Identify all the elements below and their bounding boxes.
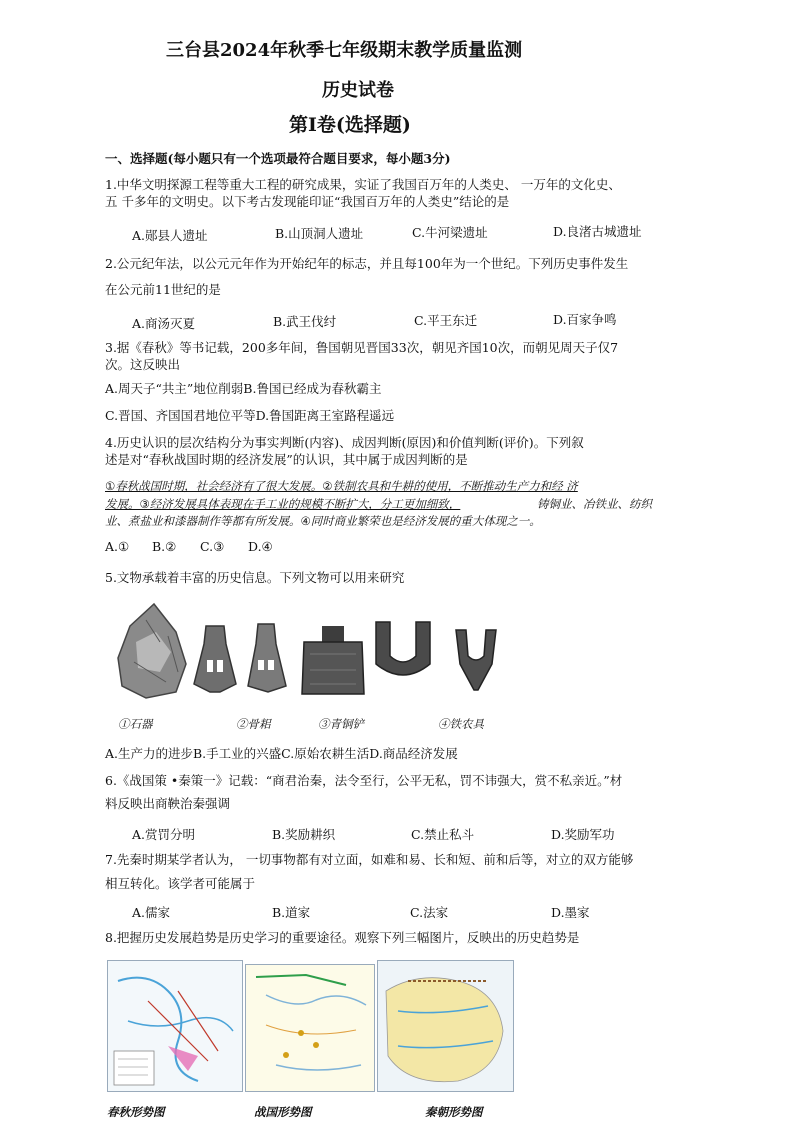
caption-qin-dynasty-map: 秦朝形势图 <box>425 1105 483 1119</box>
iron-tool-image <box>372 620 434 682</box>
bone-spade-image-2 <box>244 622 290 694</box>
q7-stem-line1: 7.先秦时期某学者认为， 一切事物都有对立面，如难和易、长和短、前和后等，对立的双方能够 <box>105 852 634 867</box>
exam-volume: 第Ⅰ卷(选择题) <box>289 114 411 136</box>
q4-option-d: D.④ <box>248 539 273 554</box>
section-heading: 一、选择题(每小题只有一个选项最符合题目要求，每小题3分) <box>105 151 451 166</box>
q6-option-b: B.奖励耕织 <box>272 827 336 842</box>
q2-option-c: C.平王东迁 <box>414 313 478 328</box>
q4-option-b: B.② <box>152 539 177 554</box>
q7-option-c: C.法家 <box>410 905 449 920</box>
exam-subject: 历史试卷 <box>322 80 394 101</box>
spring-autumn-map <box>107 960 243 1092</box>
caption-bronze-shovel: ③青铜铲 <box>318 717 364 731</box>
q2-stem-line2: 在公元前11世纪的是 <box>105 282 221 297</box>
q6-option-c: C.禁止私斗 <box>411 827 475 842</box>
q4-stem-line2: 述是对“春秋战国时期的经济发展”的认识，其中属于成因判断的是 <box>105 452 468 467</box>
q3-options-line2: C.晋国、齐国国君地位平等D.鲁国距离王室路程遥远 <box>105 408 395 423</box>
iron-tool-image-2 <box>452 628 500 692</box>
q6-option-a: A.赏罚分明 <box>132 827 196 842</box>
q4-material-line2a: 发展。③经济发展具体表现在手工业的规模不断扩大，分工更加细致， <box>105 497 461 511</box>
q5-options: A.生产力的进步B.手工业的兴盛C.原始农耕生活D.商品经济发展 <box>105 746 458 761</box>
bone-spade-image <box>190 624 240 694</box>
q6-stem-line2: 料反映出商鞅治秦强调 <box>105 796 231 811</box>
qin-dynasty-map <box>377 960 514 1092</box>
q3-stem-line2: 次。这反映出 <box>105 357 181 372</box>
caption-spring-autumn-map: 春秋形势图 <box>107 1105 165 1119</box>
bronze-shovel-image <box>298 624 368 696</box>
q1-option-b: B.山顶洞人遗址 <box>275 226 364 241</box>
q6-stem-line1: 6.《战国策 •秦策一》记载：“商君治秦，法令至行，公平无私，罚不讳强大，赏不私亲近。”材 <box>105 773 623 788</box>
q4-option-a: A.① <box>105 539 130 554</box>
q2-option-b: B.武王伐纣 <box>273 314 337 329</box>
q1-option-a: A.郧县人遗址 <box>132 228 208 243</box>
q2-option-a: A.商汤灭夏 <box>132 316 196 331</box>
q3-stem-line1: 3.据《春秋》等书记载，200多年间，鲁国朝见晋国33次，朝见齐国10次，而朝见周天子仅7 <box>105 340 619 355</box>
q2-option-d: D.百家争鸣 <box>553 312 617 327</box>
q4-stem-line1: 4.历史认识的层次结构分为事实判断(内容)、成因判断(原因)和价值判断(评价)。下列叙 <box>105 435 584 450</box>
q6-option-d: D.奖励军功 <box>551 827 615 842</box>
q4-material-line1: ①春秋战国时期，社会经济有了很大发展。②铁制农具和牛耕的使用，不断推动生产力和经 济 <box>105 479 578 493</box>
q4-material-line2b: 铸铜业、冶铁业、纺织 <box>537 497 652 511</box>
q7-stem-line2: 相互转化。该学者可能属于 <box>105 876 256 891</box>
caption-iron-tool: ④铁农具 <box>438 717 484 731</box>
q1-stem-line2: 五 千多年的文明史。以下考古发现能印证“我国百万年的人类史”结论的是 <box>105 194 510 209</box>
q2-stem-line1: 2.公元纪年法，以公元元年作为开始纪年的标志，并且每100年为一个世纪。下列历史事件发生 <box>105 256 629 271</box>
q4-option-c: C.③ <box>200 539 225 554</box>
q1-option-d: D.良渚古城遗址 <box>553 224 642 239</box>
q3-options-line1: A.周天子“共主”地位削弱B.鲁国已经成为春秋霸主 <box>105 381 382 396</box>
caption-stone-tool: ①石器 <box>118 717 153 731</box>
q5-stem: 5.文物承载着丰富的历史信息。下列文物可以用来研究 <box>105 570 405 585</box>
q7-option-b: B.道家 <box>272 905 311 920</box>
exam-title: 三台县2024年秋季七年级期末教学质量监测 <box>166 40 523 61</box>
q7-option-d: D.墨家 <box>551 905 590 920</box>
stone-tool-image <box>116 602 188 700</box>
caption-bone-spade: ②骨耜 <box>236 717 271 731</box>
warring-states-map <box>245 964 375 1092</box>
q4-material-line3: 业、煮盐业和漆器制作等都有所发展。④同时商业繁荣也是经济发展的重大体现之一。 <box>105 514 541 528</box>
q7-option-a: A.儒家 <box>132 905 171 920</box>
q1-stem-line1: 1.中华文明探源工程等重大工程的研究成果，实证了我国百万年的人类史、 一万年的文化史、 <box>105 177 621 192</box>
q1-option-c: C.牛河梁遗址 <box>412 225 488 240</box>
caption-warring-states-map: 战国形势图 <box>254 1105 312 1119</box>
q8-stem: 8.把握历史发展趋势是历史学习的重要途径。观察下列三幅图片，反映出的历史趋势是 <box>105 930 580 945</box>
